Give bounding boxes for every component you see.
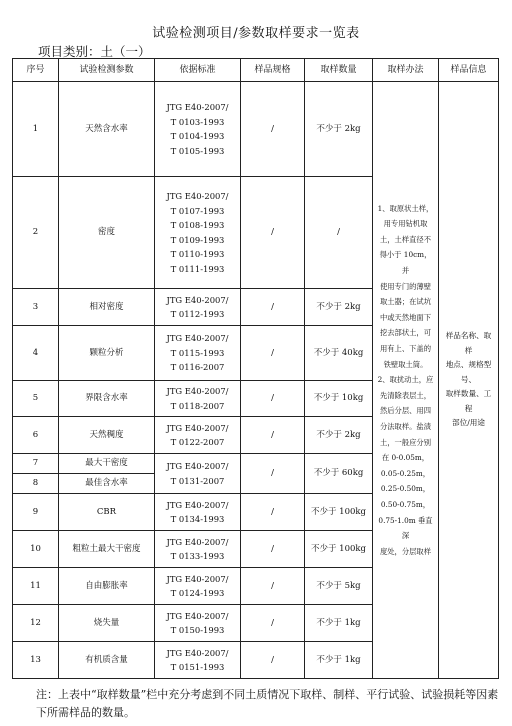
parameter-cell: 粗粒土最大干密度 xyxy=(59,531,155,568)
quantity-cell: 不少于 60kg xyxy=(305,454,373,494)
standard-cell xyxy=(155,454,241,494)
quantity-cell: 不少于 100kg xyxy=(305,494,373,531)
standard-line: JTG E40-2007/ xyxy=(166,610,229,621)
method-line: 用专用钻机取 xyxy=(383,219,428,229)
parameter-cell: 天然含水率 xyxy=(59,82,155,177)
spec-cell: / xyxy=(241,642,305,679)
method-line: 得小于 10cm，并 xyxy=(379,250,432,276)
standard-line: T 0105-1993 xyxy=(170,145,225,156)
row-number: 3 xyxy=(13,289,59,326)
row-number: 10 xyxy=(13,531,59,568)
standard-cell xyxy=(155,82,241,177)
spec-cell: / xyxy=(241,568,305,605)
row-number: 11 xyxy=(13,568,59,605)
method-line: 使用专门的薄壁 xyxy=(379,281,432,291)
standard-cell xyxy=(155,642,241,679)
method-line: 2、取扰动土，应 xyxy=(377,375,434,385)
quantity-cell: 不少于 2kg xyxy=(305,417,373,454)
spec-cell: / xyxy=(241,605,305,642)
spec-cell: / xyxy=(241,494,305,531)
document-title: 试验检测项目/参数取样要求一览表 xyxy=(152,26,360,41)
parameter-cell: 天然稠度 xyxy=(59,417,155,454)
standard-line: JTG E40-2007/ xyxy=(166,422,229,433)
row-number: 12 xyxy=(13,605,59,642)
info-line: 样品名称、取样 xyxy=(445,331,492,355)
standard-cell xyxy=(155,417,241,454)
spec-cell: / xyxy=(241,381,305,417)
project-category: 项目类别：土（一） xyxy=(38,44,151,59)
header-method: 取样办法 xyxy=(373,59,439,82)
standard-line: JTG E40-2007/ xyxy=(166,333,229,344)
method-line: 然后分层、用四 xyxy=(379,406,432,416)
standard-line: T 0151-1993 xyxy=(170,662,225,672)
standard-line: T 0103-1993 xyxy=(170,116,225,127)
row-number: 6 xyxy=(13,417,59,454)
spec-cell: / xyxy=(241,82,305,177)
method-line: 先清除表层土， xyxy=(379,390,432,400)
standard-line: T 0111-1993 xyxy=(170,263,225,274)
row-number: 1 xyxy=(13,82,59,177)
parameter-cell: 颗粒分析 xyxy=(59,326,155,381)
method-line: 0.75-1.0m 垂直深 xyxy=(378,515,433,541)
standard-line: JTG E40-2007/ xyxy=(166,461,229,471)
quantity-cell: 不少于 2kg xyxy=(305,82,373,177)
standard-line: T 0110-1993 xyxy=(170,249,225,259)
row-number: 2 xyxy=(13,177,59,289)
standard-line: T 0112-1993 xyxy=(170,309,225,319)
method-line: 用有上、下盖的 xyxy=(379,344,432,354)
table-row xyxy=(13,82,499,177)
method-line: 在 0-0.05m， xyxy=(381,453,430,463)
header-spec: 样品规格 xyxy=(241,59,305,82)
quantity-cell: 不少于 10kg xyxy=(305,381,373,417)
method-line: 铁壁取土筒。 xyxy=(383,359,428,369)
standard-line: JTG E40-2007/ xyxy=(166,647,229,658)
parameter-cell: 最大干密度 xyxy=(59,454,155,474)
header-no: 序号 xyxy=(13,59,59,82)
method-line: 0.50-0.75m， xyxy=(380,499,431,509)
standard-cell xyxy=(155,289,241,326)
parameter-cell: 自由膨胀率 xyxy=(59,568,155,605)
standard-line: T 0118-2007 xyxy=(170,400,225,411)
spec-cell: / xyxy=(241,531,305,568)
standard-line: JTG E40-2007/ xyxy=(166,536,229,547)
standard-line: T 0109-1993 xyxy=(170,234,225,245)
quantity-cell: 不少于 100kg xyxy=(305,531,373,568)
parameter-cell: 烧失量 xyxy=(59,605,155,642)
parameter-cell: 界限含水率 xyxy=(59,381,155,417)
row-number: 8 xyxy=(13,474,59,494)
quantity-cell: 不少于 5kg xyxy=(305,568,373,605)
sample-info-cell xyxy=(439,82,499,679)
sampling-requirements-table xyxy=(12,58,499,679)
header-param: 试验检测参数 xyxy=(59,59,155,82)
footnote: 注：上表中“取样数量”栏中充分考虑到不同土质情况下取样、制样、平行试验、试验损耗等因素下所需样品的数量。 xyxy=(36,688,499,719)
method-line: 分法取样。盐渍 xyxy=(379,421,432,431)
standard-line: T 0104-1993 xyxy=(170,131,225,141)
row-number: 7 xyxy=(13,454,59,474)
quantity-cell: 不少于 1kg xyxy=(305,605,373,642)
standard-line: JTG E40-2007/ xyxy=(166,573,229,584)
info-line: 地点、规格型号、 xyxy=(445,360,492,384)
standard-line: JTG E40-2007/ xyxy=(166,386,229,396)
method-line: 土，土样直径不 xyxy=(379,234,432,244)
standard-line: T 0122-2007 xyxy=(170,437,225,447)
method-line: 取土器；在试坑 xyxy=(379,297,432,307)
spec-cell: / xyxy=(241,417,305,454)
row-number: 4 xyxy=(13,326,59,381)
parameter-cell: 最佳含水率 xyxy=(59,474,155,494)
standard-line: T 0107-1993 xyxy=(170,205,225,216)
row-number: 9 xyxy=(13,494,59,531)
row-number: 5 xyxy=(13,381,59,417)
method-line: 中或天然地面下 xyxy=(379,312,432,322)
standard-cell xyxy=(155,494,241,531)
info-line: 部位/用途 xyxy=(452,418,485,428)
method-line: 挖去部状土，可 xyxy=(379,328,432,338)
method-line: 土，一般应分别 xyxy=(379,437,432,447)
quantity-cell: 不少于 2kg xyxy=(305,289,373,326)
spec-cell: / xyxy=(241,289,305,326)
standard-line: T 0108-1993 xyxy=(170,220,225,230)
standard-line: T 0133-1993 xyxy=(170,551,225,561)
header-standard: 依据标准 xyxy=(155,59,241,82)
parameter-cell: CBR xyxy=(59,494,155,531)
spec-cell: / xyxy=(241,454,305,494)
row-number: 13 xyxy=(13,642,59,679)
standard-line: T 0124-1993 xyxy=(170,588,225,598)
header-info: 样品信息 xyxy=(439,59,499,82)
standard-cell xyxy=(155,568,241,605)
parameter-cell: 相对密度 xyxy=(59,289,155,326)
standard-line: JTG E40-2007/ xyxy=(166,102,229,112)
standard-line: T 0134-1993 xyxy=(170,514,225,524)
method-line: 度处，分层取样 xyxy=(379,546,432,556)
standard-line: T 0150-1993 xyxy=(170,625,225,635)
quantity-cell: / xyxy=(305,177,373,289)
standard-cell xyxy=(155,531,241,568)
parameter-cell: 有机质含量 xyxy=(59,642,155,679)
quantity-cell: 不少于 1kg xyxy=(305,642,373,679)
standard-line: JTG E40-2007/ xyxy=(166,499,229,510)
standard-line: JTG E40-2007/ xyxy=(166,191,229,201)
method-line: 0.25-0.50m， xyxy=(380,484,431,494)
spec-cell: / xyxy=(241,326,305,381)
standard-cell xyxy=(155,381,241,417)
sampling-method-cell xyxy=(373,82,439,679)
parameter-cell: 密度 xyxy=(59,177,155,289)
standard-cell xyxy=(155,177,241,289)
info-line: 取样数量、工程 xyxy=(445,389,492,413)
method-line: 1、取原状土样， xyxy=(377,203,434,213)
method-line: 0.05-0.25m， xyxy=(380,468,431,478)
standard-cell xyxy=(155,326,241,381)
header-quantity: 取样数量 xyxy=(305,59,373,82)
standard-line: T 0115-1993 xyxy=(170,347,225,358)
standard-cell xyxy=(155,605,241,642)
standard-line: JTG E40-2007/ xyxy=(166,294,229,305)
standard-line: T 0131-2007 xyxy=(170,475,225,486)
standard-line: T 0116-2007 xyxy=(170,362,225,373)
table-header-row xyxy=(13,59,499,82)
quantity-cell: 不少于 40kg xyxy=(305,326,373,381)
spec-cell: / xyxy=(241,177,305,289)
